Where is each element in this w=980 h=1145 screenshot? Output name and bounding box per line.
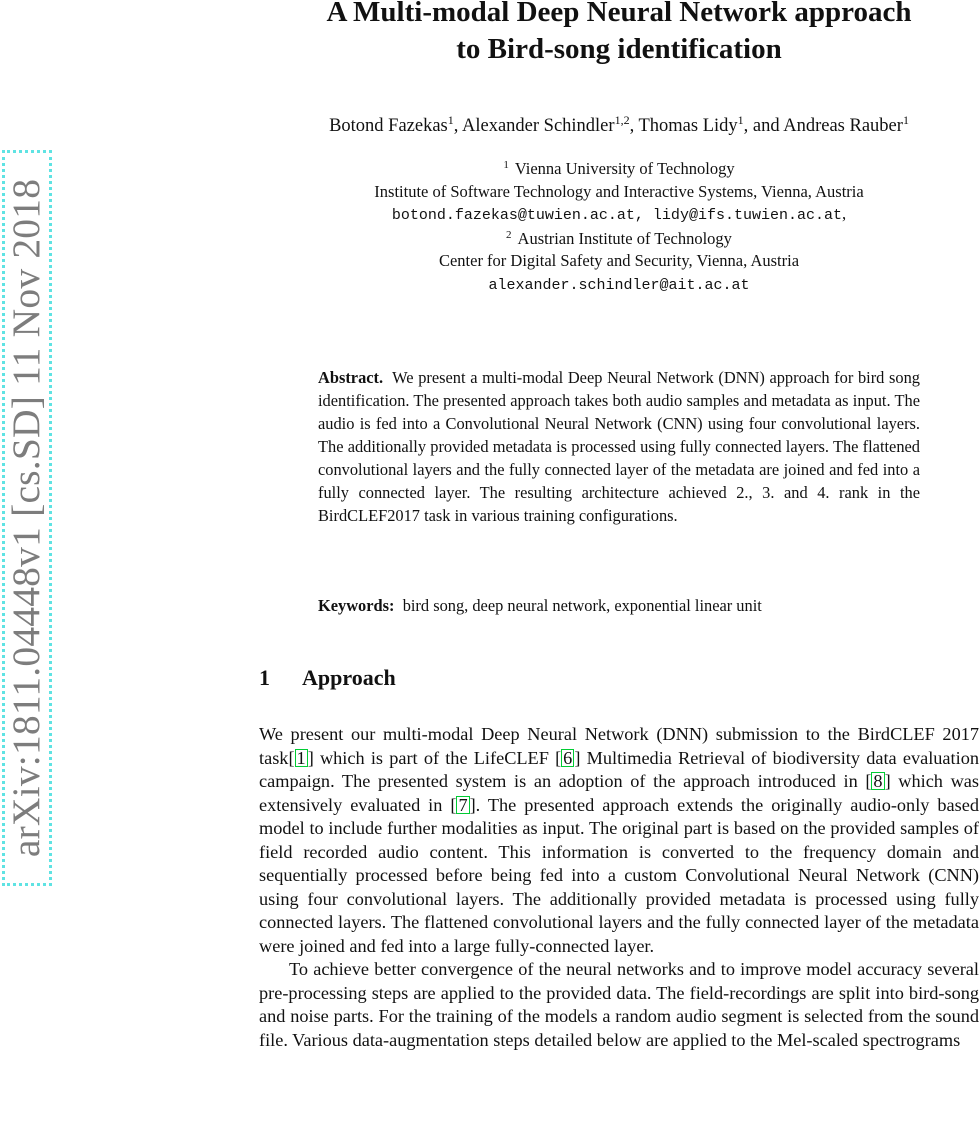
paper-title bbox=[259, 0, 979, 68]
affiliation-2-mark: 2 bbox=[506, 228, 512, 241]
paragraph-2: To achieve better convergence of the neural networks and to improve model accuracy several pre-processing steps are applied to the provided data. The field-recordings are split into bird-song and noise parts. For the training of the models a random audio segment is selected from the sound file. Various data-augmentation steps detailed below are applied to the Mel-scaled spectrograms bbox=[259, 959, 979, 1050]
author-affil-mark: 1,2 bbox=[614, 113, 630, 127]
affiliation-2-dept: Center for Digital Safety and Security, Vienna, Austria bbox=[438, 251, 800, 271]
author-name: Andreas Rauber bbox=[783, 116, 903, 136]
author-affil-mark: 1 bbox=[902, 113, 909, 127]
paragraph-1-text: We present our multi-modal Deep Neural Network (DNN) submission to the BirdCLEF 2017 task bbox=[259, 724, 979, 768]
paragraph-1-text: Multimedia Retrieval of biodiversity data evaluation campaign. The presented system is an adoption of the approach introduced in bbox=[259, 747, 979, 791]
title-line-2: to Bird-song identification bbox=[456, 33, 782, 65]
affiliation-2-email-line bbox=[259, 273, 979, 298]
section-number: 1 bbox=[259, 665, 270, 690]
abstract bbox=[318, 366, 920, 527]
paragraph-1-text: which was extensively evaluated in bbox=[259, 771, 979, 815]
abstract-text: We present a multi-modal Deep Neural Network (DNN) approach for bird song identification. The presented approach takes both audio samples and metadata as input. The audio is fed into a Convolutional Neural Network (CNN) using four convolutional layers. The additionally provided metadata is processed using fully connected layers. The flattened convolutional layers and the fully connected layer of the metadata are joined and fed into a fully connected layer. The resulting architecture achieved 2., 3. and 4. rank in the BirdCLEF2017 task in various training configurations. bbox=[318, 368, 920, 525]
author-list bbox=[259, 114, 979, 138]
author-separator: , bbox=[453, 116, 462, 136]
citation-link[interactable]: 7 bbox=[458, 794, 468, 815]
affiliation-1-mark: 1 bbox=[503, 159, 509, 171]
keywords-text: bird song, deep neural network, exponential linear unit bbox=[402, 596, 762, 615]
citation-link[interactable]: 1 bbox=[296, 747, 306, 768]
affiliations bbox=[259, 158, 979, 298]
title-line-1: A Multi-modal Deep Neural Network approach bbox=[326, 0, 912, 28]
paragraph-1-text: . The presented approach extends the originally audio-only based model to include further modalities as input. The original part is based on the provided samples of field recorded audio content. This information is converted to the frequency domain and sequentially processed before being fed into a custom Convolutional Neural Network (CNN) using four convolutional layers. The additionally provided metadata is processed using fully connected layers. The flattened convolutional layers and the fully connected layer of the metadata were joined and fed into a large fully-connected layer. bbox=[259, 794, 979, 956]
affiliation-2-name: Austrian Institute of Technology bbox=[517, 228, 732, 248]
paragraph-1-text: which is part of the LifeCLEF bbox=[313, 747, 556, 768]
author-name: Alexander Schindler bbox=[461, 116, 615, 136]
section-heading bbox=[259, 662, 396, 694]
abstract-label: Abstract. bbox=[318, 368, 384, 387]
author-name: Botond Fazekas bbox=[329, 116, 448, 136]
paragraph-1: We present our multi-modal Deep Neural Network (DNN) submission to the BirdCLEF 2017 task[ 1 ] which is part of the LifeCLEF [ 6 ] Multimedia Retrieval of biodiversity data evaluation campaign. The presented system is an adoption of the approach introduced in [ 8 ] which was extensively evaluated in [ 7 ]. The presented approach extends the originally audio-only based model to include further modalities as input. The original part is based on the provided samples of field recorded audio content. This information is converted to the frequency domain and sequentially processed before being fed into a custom Convolutional Neural Network (CNN) using four convolutional layers. The additionally provided metadata is processed using fully connected layers. The flattened convolutional layers and the fully connected layer of the metadata were joined and fed into a large fully-connected layer. bbox=[259, 724, 979, 956]
affiliation-1-name-line bbox=[259, 158, 979, 181]
affiliation-1-emails[interactable]: botond.fazekas@tuwien.ac.at, lidy@ifs.tuwien.ac.at bbox=[391, 207, 842, 225]
affiliation-2-name-line bbox=[259, 228, 979, 251]
affiliation-1-dept: Institute of Software Technology and Interactive Systems, Vienna, Austria bbox=[374, 181, 864, 201]
author-name: Thomas Lidy bbox=[638, 116, 738, 136]
author-affil-mark: 1 bbox=[447, 113, 454, 127]
citation-link[interactable]: 6 bbox=[563, 747, 573, 768]
affiliation-1-emails-line bbox=[259, 203, 979, 228]
section-title: Approach bbox=[302, 665, 396, 690]
affiliation-1-trailing: , bbox=[841, 204, 847, 224]
affiliation-1-name: Vienna University of Technology bbox=[514, 159, 735, 178]
citation-link[interactable]: 8 bbox=[873, 771, 883, 791]
section-body bbox=[259, 723, 979, 1052]
arxiv-stamp-text: arXiv:1811.04448v1 [cs.SD] 11 Nov 2018 bbox=[4, 178, 48, 858]
author-separator: , and bbox=[743, 116, 784, 136]
affiliation-2-email[interactable]: alexander.schindler@ait.ac.at bbox=[488, 276, 750, 294]
keywords-label: Keywords: bbox=[318, 596, 395, 615]
author-separator: , bbox=[629, 116, 639, 136]
author-affil-mark: 1 bbox=[737, 113, 744, 127]
keywords bbox=[318, 594, 920, 617]
